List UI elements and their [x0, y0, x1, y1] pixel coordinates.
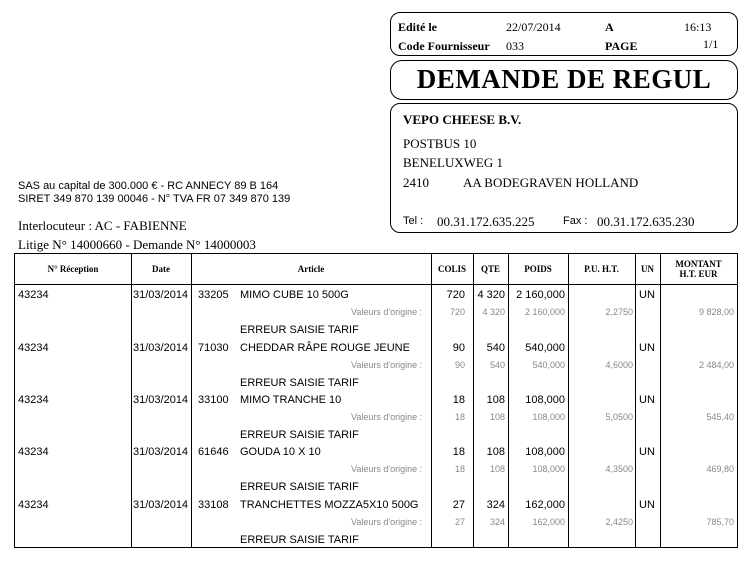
code-fournisseur-label: Code Fournisseur [398, 39, 490, 53]
col-header-montant: MONTANT H.T. EUR [675, 259, 722, 279]
header-info-box [390, 12, 738, 56]
edit-time: 16:13 [684, 20, 712, 34]
supplier-name: VEPO CHEESE B.V. [403, 112, 522, 127]
col-header-reception: N° Réception [47, 264, 99, 274]
col-header-pu: P.U. H.T. [584, 264, 619, 274]
tel-label: Tel : [403, 215, 424, 227]
col-header-qte: QTE [480, 264, 500, 274]
page-label: PAGE [605, 39, 638, 53]
col-header-un: UN [641, 264, 654, 274]
col-header-poids: POIDS [524, 264, 552, 274]
a-label: A [605, 20, 614, 34]
page-number: 1/1 [703, 37, 719, 51]
company-siret: SIRET 349 870 139 00046 - N° TVA FR 07 349 870 139 [18, 193, 291, 205]
edite-le-label: Edité le [398, 20, 437, 34]
supplier-address-line2: BENELUXWEG 1 [403, 155, 504, 170]
supplier-city: AA BODEGRAVEN HOLLAND [463, 175, 639, 190]
tel-value: 00.31.172.635.225 [437, 214, 535, 229]
fax-label: Fax : [563, 215, 588, 227]
table-row: 43234 31/03/2014 33108 TRANCHETTES MOZZA5X10 500G 27 324 162,000 UN Valeurs d'origine : 27 324 162,000 2,4250 785,70 ERREUR SAISIE TARIF [18, 499, 734, 546]
supplier-address-line1: POSTBUS 10 [403, 136, 477, 151]
interlocuteur: Interlocuteur : AC - FABIENNE [18, 218, 187, 233]
col-header-colis: COLIS [437, 264, 466, 274]
supplier-postcode: 2410 [403, 175, 429, 190]
table-row: 43234 31/03/2014 33100 MIMO TRANCHE 10 18 108 108,000 UN Valeurs d'origine : 18 108 108,000 5,0500 545,40 ERREUR SAISIE TARIF [18, 394, 734, 441]
table-row: 43234 31/03/2014 71030 CHEDDAR RÂPE ROUGE JEUNE 90 540 540,000 UN Valeurs d'origine : 90 540 540,000 4,6000 2 484,00 ERREUR SAISIE TARIF [18, 342, 734, 389]
litige-reference: Litige N° 14000660 - Demande N° 14000003 [18, 237, 256, 252]
col-header-date: Date [152, 264, 170, 274]
fax-value: 00.31.172.635.230 [597, 214, 695, 229]
page-title: DEMANDE DE REGUL [416, 64, 712, 94]
table-row: 43234 31/03/2014 61646 GOUDA 10 X 10 18 108 108,000 UN Valeurs d'origine : 18 108 108,000 4,3500 469,80 ERREUR SAISIE TARIF [18, 446, 734, 493]
lines-table [14, 253, 738, 548]
table-row: 43234 31/03/2014 33205 MIMO CUBE 10 500G 720 4 320 2 160,000 UN Valeurs d'origine : 720 4 320 2 160,000 2,2750 9 828,00 ERREUR SAISIE TARIF [18, 289, 734, 336]
edite-le-value: 22/07/2014 [506, 20, 561, 34]
code-fournisseur-value: 033 [506, 39, 524, 53]
col-header-article: Article [297, 264, 325, 274]
company-capital: SAS au capital de 300.000 € - RC ANNECY 89 B 164 [18, 180, 279, 192]
title-box [390, 60, 738, 100]
supplier-box [390, 103, 738, 233]
